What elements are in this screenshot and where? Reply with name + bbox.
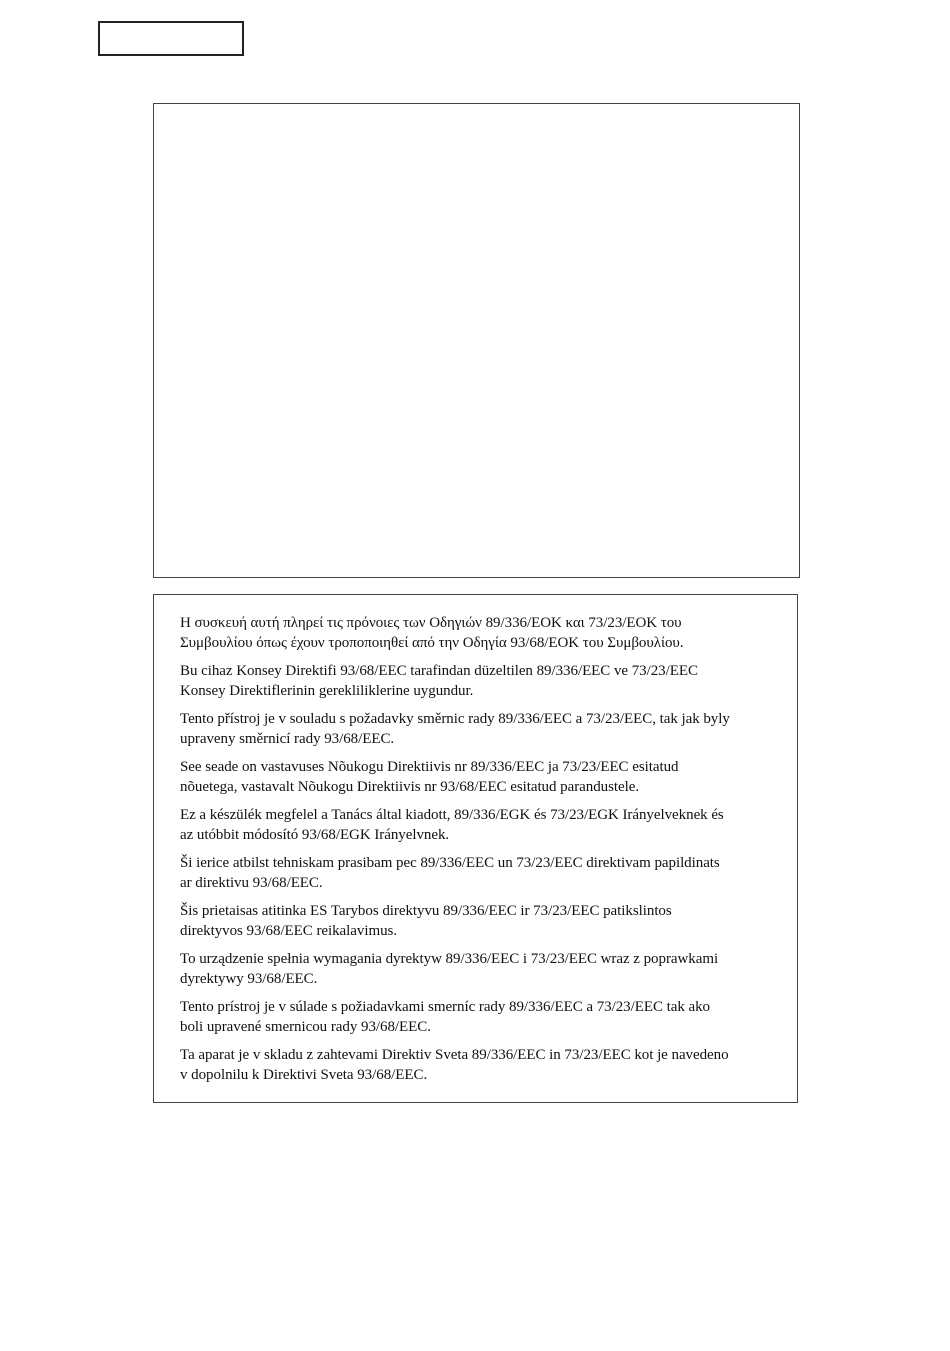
page-tab-marker <box>98 21 244 56</box>
compliance-paragraph-czech <box>180 709 780 749</box>
paragraph-line: To urządzenie spełnia wymagania dyrektyw 89/336/EEC i 73/23/EEC wraz z poprawkami <box>180 951 719 967</box>
paragraph-line: boli upravené smernicou rady 93/68/EEC. <box>180 1019 431 1035</box>
paragraph-line: nõuetega, vastavalt Nõukogu Direktiivis nr 93/68/EEC esitatud parandustele. <box>180 779 640 795</box>
paragraph-line: Šis prietaisas atitinka ES Tarybos direktyvu 89/336/EEC ir 73/23/EEC patikslintos <box>180 903 672 919</box>
paragraph-line: Tento prístroj je v súlade s požiadavkami smerníc rady 89/336/EEC a 73/23/EEC tak ako <box>180 999 710 1015</box>
paragraph-line: Tento přístroj je v souladu s požadavky směrnic rady 89/336/EEC a 73/23/EEC, tak jak byly <box>180 711 730 727</box>
compliance-paragraph-turkish <box>180 661 780 701</box>
compliance-paragraph-polish <box>180 949 780 989</box>
paragraph-line: Bu cihaz Konsey Direktifi 93/68/EEC tarafindan düzeltilen 89/336/EEC ve 73/23/EEC <box>180 663 698 679</box>
compliance-paragraph-greek <box>180 613 780 653</box>
compliance-paragraphs <box>180 613 780 1093</box>
paragraph-line: direktyvos 93/68/EEC reikalavimus. <box>180 923 398 939</box>
compliance-paragraph-latvian <box>180 853 780 893</box>
compliance-paragraph-slovenian <box>180 1045 780 1085</box>
paragraph-line: Konsey Direktiflerinin gerekliliklerine uygundur. <box>180 683 474 699</box>
blank-frame <box>153 103 800 578</box>
paragraph-line: Συμβουλίου όπως έχουν τροποποιηθεί από την Οδηγία 93/68/ΕΟΚ του Συμβουλίου. <box>180 635 684 651</box>
paragraph-line: az utóbbit módosító 93/68/EGK Irányelvnek. <box>180 827 450 843</box>
paragraph-line: Ta aparat je v skladu z zahtevami Direktiv Sveta 89/336/EEC in 73/23/EEC kot je navedeno <box>180 1047 729 1063</box>
paragraph-line: Ši ierice atbilst tehniskam prasibam pec 89/336/EEC un 73/23/EEC direktivam papildinats <box>180 855 720 871</box>
compliance-statements-box <box>153 594 798 1103</box>
paragraph-line: v dopolnilu k Direktivi Sveta 93/68/EEC. <box>180 1067 428 1083</box>
compliance-paragraph-hungarian <box>180 805 780 845</box>
paragraph-line: Ez a készülék megfelel a Tanács által kiadott, 89/336/EGK és 73/23/EGK Irányelveknek és <box>180 807 724 823</box>
paragraph-line: ar direktivu 93/68/EEC. <box>180 875 323 891</box>
compliance-paragraph-estonian <box>180 757 780 797</box>
paragraph-line: See seade on vastavuses Nõukogu Direktiivis nr 89/336/EEC ja 73/23/EEC esitatud <box>180 759 679 775</box>
compliance-paragraph-lithuanian <box>180 901 780 941</box>
paragraph-line: dyrektywy 93/68/EEC. <box>180 971 318 987</box>
paragraph-line: upraveny směrnicí rady 93/68/EEC. <box>180 731 395 747</box>
compliance-paragraph-slovak <box>180 997 780 1037</box>
paragraph-line: Η συσκευή αυτή πληρεί τις πρόνοιες των Οδηγιών 89/336/ΕΟΚ και 73/23/ΕΟΚ του <box>180 615 682 631</box>
